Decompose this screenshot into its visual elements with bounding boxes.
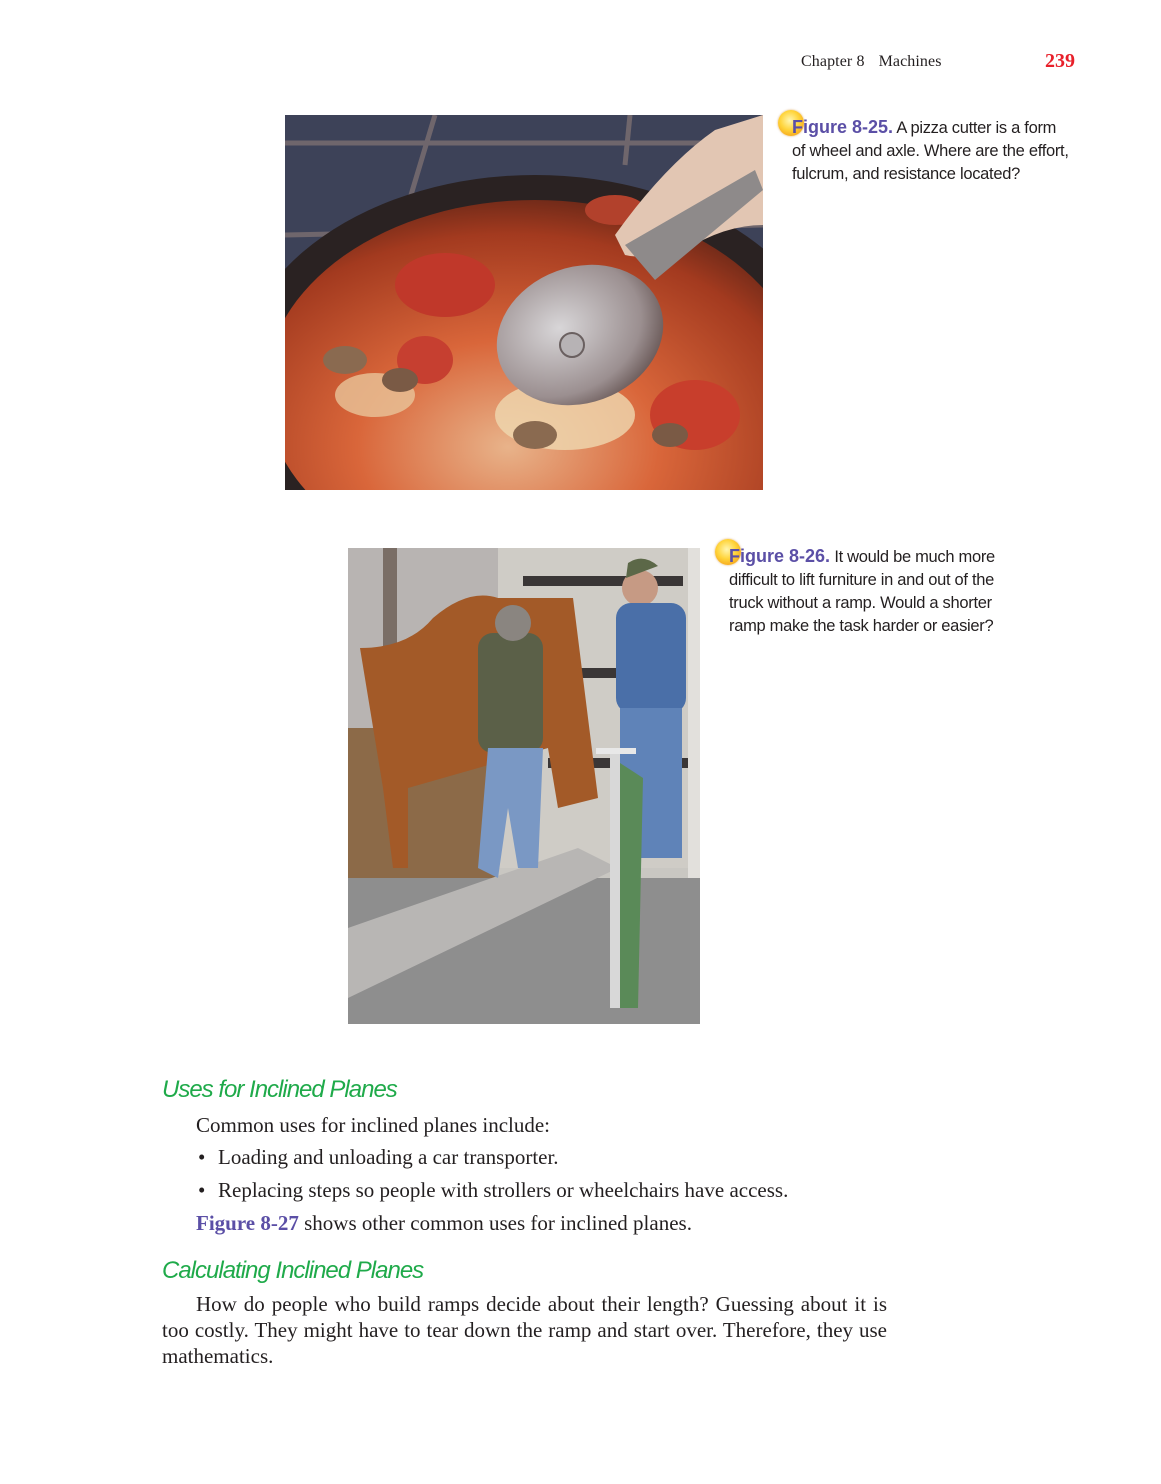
- page-number: 239: [1045, 50, 1075, 72]
- section-heading-uses: Uses for Inclined Planes: [162, 1076, 397, 1103]
- figure-8-26-photo: [348, 548, 700, 1024]
- list-item: • Loading and unloading a car transporter.: [196, 1141, 788, 1174]
- figure-reference-paragraph: Figure 8-27 shows other common uses for inclined planes.: [196, 1211, 692, 1235]
- bullet-icon: •: [198, 1145, 206, 1169]
- figure-label: Figure 8-25.: [792, 117, 894, 137]
- figure-8-27-link[interactable]: Figure 8-27: [196, 1211, 299, 1235]
- figure-8-25-photo: [285, 115, 763, 490]
- chapter-title: Machines: [878, 53, 942, 70]
- list-item: • Replacing steps so people with strollers or wheelchairs have access.: [196, 1174, 788, 1207]
- running-head: [801, 53, 942, 71]
- chapter-number: Chapter 8: [801, 53, 865, 70]
- figure-8-25-caption: Figure 8-25. A pizza cutter is a form of wheel and axle. Where are the effort, fulcrum, and resistance located?: [792, 116, 1092, 186]
- intro-paragraph: Common uses for inclined planes include:: [196, 1113, 551, 1137]
- figure-label: Figure 8-26.: [729, 546, 831, 566]
- figure-8-26-caption: Figure 8-26. It would be much more difficult to lift furniture in and out of the truck without a ramp. Would a shorter ramp make the task harder or easier?: [729, 545, 1029, 638]
- section-heading-calculating: Calculating Inclined Planes: [162, 1257, 424, 1284]
- bullet-icon: •: [198, 1178, 206, 1202]
- calculating-paragraph: How do people who build ramps decide about their length? Guessing about it is too costly. They might have to tear down the ramp and start over. Therefore, they use mathematics.: [162, 1292, 887, 1368]
- uses-list: [196, 1141, 788, 1207]
